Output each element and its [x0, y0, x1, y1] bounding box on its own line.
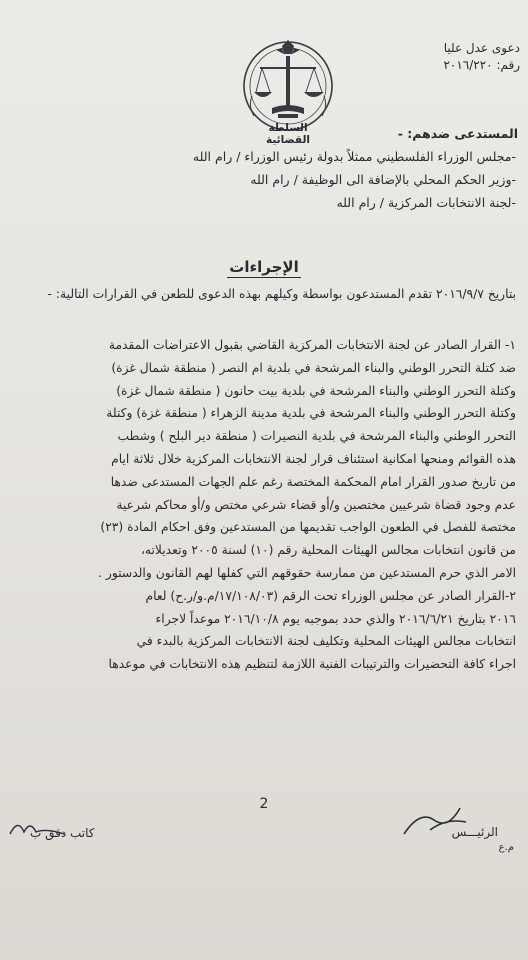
initials: م.ع — [498, 842, 514, 853]
body-line: عدم وجود قضاة شرعيين مختصين و/أو قضاء شرعي مختص و/أو محاكم شرعية — [116, 497, 516, 512]
body-line: مختصة للفصل في الطعون الواجب تقديمها من المستدعين وفق احكام المادة (٢٣) — [100, 520, 516, 535]
president-label: الرئيـــس — [451, 825, 498, 839]
body-line: انتخابات مجالس الهيئات المحلية وتكليف لجنة الانتخابات المركزية بالبدء في — [136, 634, 516, 649]
respondent-item: -وزير الحكم المحلي بالإضافة الى الوظيفة / رام الله — [250, 172, 516, 187]
body-line: ٢-القرار الصادر عن مجلس الوزراء تحت الرقم (١٧/١٠٨/٠٣/م.و/ر.ح) لعام — [145, 588, 516, 603]
respondents-label: المستدعى ضدهم: - — [397, 126, 518, 141]
procedures-intro: بتاريخ ٢٠١٦/٩/٧ تقدم المستدعون بواسطة وكيلهم بهذه الدعوى للطعن في القرارات التالية: - — [47, 287, 516, 301]
emblem-caption: السلطة القضائية — [266, 122, 310, 146]
respondent-item: -مجلس الوزراء الفلسطيني ممثلاً بدولة رئيس الوزراء / رام الله — [192, 149, 516, 164]
body-line: ضد كتلة التحرر الوطني والبناء المرشحة في بلدية ام النصر ( منطقة شمال غزة) — [111, 360, 516, 375]
respondent-item: -لجنة الانتخابات المركزية / رام الله — [336, 195, 516, 210]
page-number: 2 — [259, 796, 269, 812]
body-line: من قانون انتخابات مجالس الهيئات المحلية رقم (١٠) لسنة ٢٠٠٥ وتعديلاته، — [140, 543, 516, 558]
case-title: دعوى عدل عليا — [443, 41, 520, 55]
clerk-label: كاتب دقق ب — [30, 826, 95, 840]
body-line: التحرر الوطني والبناء المرشحة في بلدية النصيرات ( منطقة دير البلح ) وشطب — [117, 429, 516, 444]
body-line: ٢٠١٦ بتاريخ ٢٠١٦/٦/٢١ والذي حدد بموجبه يوم ٢٠١٦/١٠/٨ موعداً لاجراء — [155, 611, 516, 626]
body-line: ١- القرار الصادر عن لجنة الانتخابات المركزية القاضي بقبول الاعتراضات المقدمة — [108, 338, 516, 352]
body-line: هذه القوائم ومنحها امكانية استئناف قرار لجنة الانتخابات المركزية خلال ثلاثة ايام — [111, 451, 516, 466]
respondents-block — [18, 122, 518, 214]
procedures-heading — [0, 258, 528, 276]
case-number: رقم: ٢٠١٦/٢٢٠ — [443, 58, 520, 72]
body-line: الامر الذي حرم المستدعين من ممارسة حقوقهم التي كفلها لهم القانون والدستور . — [98, 565, 516, 580]
body-line: اجراء كافة التحضيرات والترتيبات الفنية اللازمة لتنظيم هذه الانتخابات في موعدها — [108, 657, 516, 672]
body-line: وكتلة التحرر الوطني والبناء المرشحة في بلدية مدينة الزهراء ( منطقة غزة) وكتلة — [106, 406, 516, 421]
procedures-title: الإجراءات — [229, 258, 299, 276]
case-info — [390, 40, 520, 74]
body-line: وكتلة التحرر الوطني والبناء المرشحة في بلدية بيت حانون ( منطقة شمال غزة) — [116, 383, 516, 398]
procedures-body — [12, 334, 516, 676]
body-line: من تاريخ صدور القرار امام المحكمة المختصة رغم علم الجهات المستدعى ضدها — [110, 474, 516, 489]
